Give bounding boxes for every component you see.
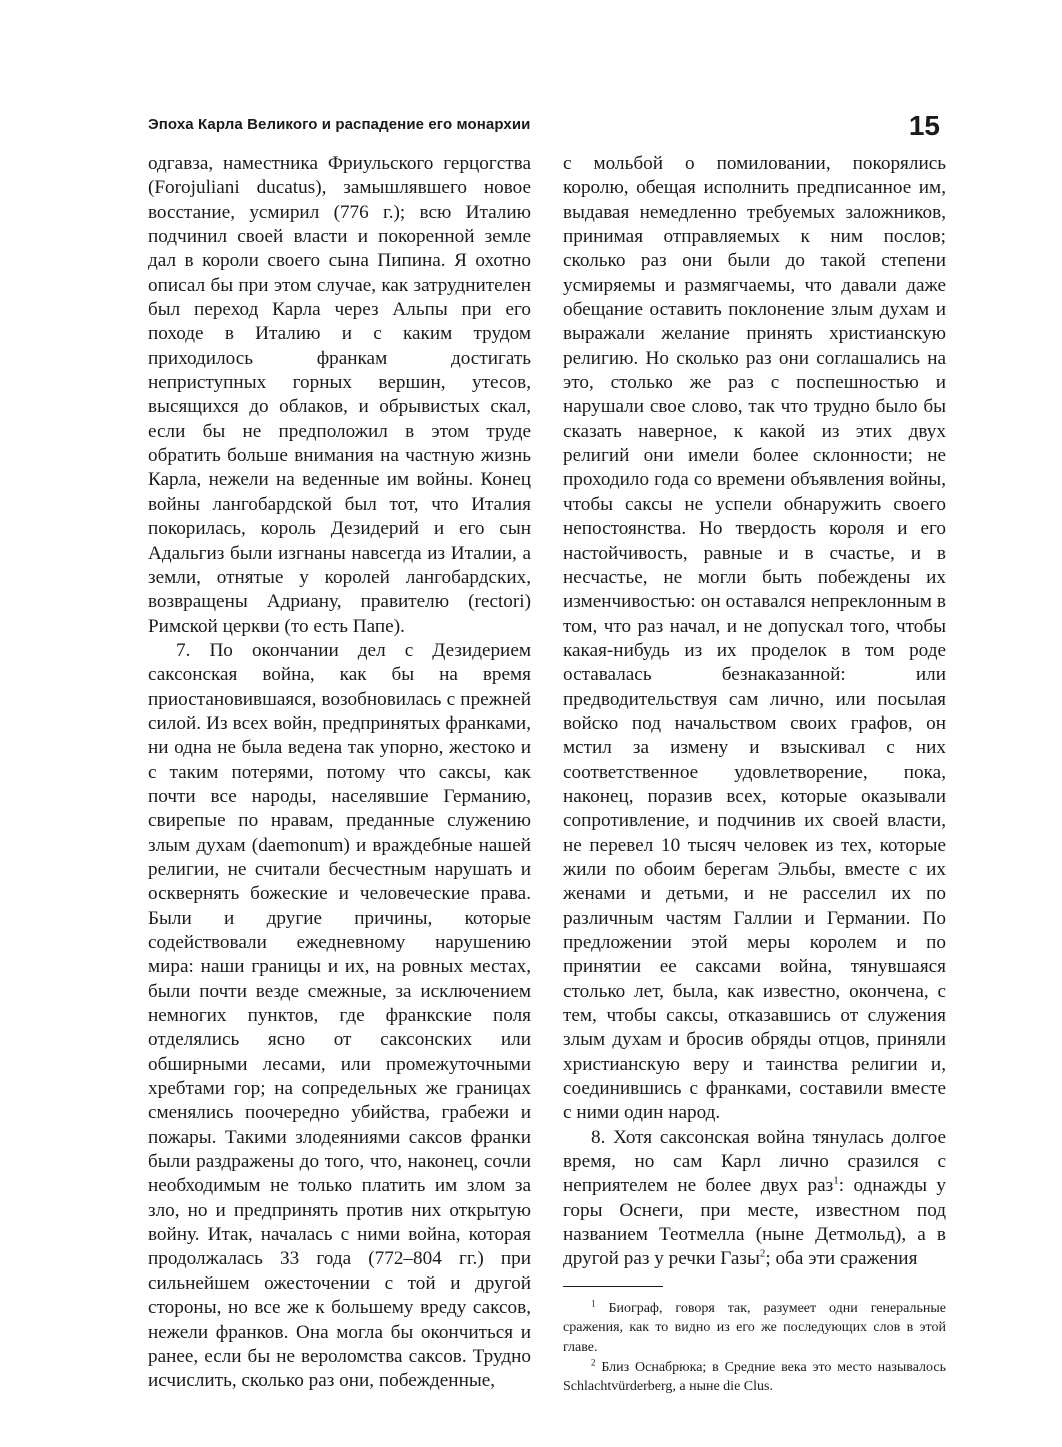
paragraph-section-8 — [563, 1126, 946, 1272]
paragraph-continued-right: с мольбой о помиловании, покорялись королю, обещая исполнить предписанное им, выдавая немедленно требуемых заложников, принимая отправляемых к ним послов; сколько раз они были до такой степени усмиряемы и размягчаемы, что давали даже обещание оставить поклонение злым духам и выражали желание принять христианскую религию. Но сколько раз они соглашались на это, столько же раз с поспешностью и нарушали свое слово, так что трудно было бы сказать наверное, к какой из этих двух религий они имели более склонности; не проходило года со времени объявления войны, чтобы саксы не успели обнаружить своего непостоянства. Но твердость короля и его настойчивость, равные и в счастье, и в несчастье, не могли быть побеждены их изменчивостью: он оставался непреклонным в том, что раз начал, и не допускал того, чтобы какая-нибудь из их проделок в том роде оставалась безнаказанной: или предводительствуя сам лично, или посылая войско под начальством своих графов, он мстил за измену и взыскивал с них соответственное удовлетворение, пока, наконец, поразив всех, которые оказывали сопротивление, и подчинив их своей власти, не перевел 10 тысяч человек из тех, которые жили по обоим берегам Эльбы, вместе с их женами и детьми, и не расселил их по различным частям Галлии и Германии. По предложении этой меры королем и по принятии ее саксами война, тянувшаяся столько лет, была, как известно, окончена, с тем, чтобы саксы, отказавшись от служения злым духам и бросив обряды отцов, приняли христианскую веру и таинства религии и, соединившись с франками, составили вместе с ними один народ. — [563, 153, 946, 1124]
footnote-ref-1: 1 — [833, 1175, 839, 1188]
footnote-1 — [563, 1299, 946, 1358]
section-8-text-c: ; оба эти сражения — [765, 1248, 918, 1270]
footnote-divider — [563, 1286, 663, 1287]
running-title: Эпоха Карла Великого и распадение его монархии — [148, 116, 531, 133]
footnote-2-number: 2 — [591, 1356, 596, 1367]
footnote-ref-2: 2 — [759, 1248, 766, 1261]
footnote-2 — [563, 1358, 946, 1397]
left-column — [148, 152, 531, 1394]
paragraph-continued: одгавза, наместника Фриульского герцогства (Forojuliani ducatus), замышлявшего новое восстание, усмирил (776 г.); всю Италию подчинил своей власти и покоренной земле дал в короли своего сына Пипина. Я охотно описал бы при этом случае, как затруднителен был переход Карла через Альпы при его походе в Италию и с каким трудом приходилось франкам достигать неприступных горных вершин, утесов, высящихся до облаков, и обрывистых скал, если бы не предположил в этом труде обратить больше внимания на частную жизнь Карла, нежели на веденные им войны. Конец войны лангобардской был тот, что Италия покорилась, король Дезидерий и его сын Адальгиз были изгнаны навсегда из Италии, а земли, отнятые у королей лангобардских, возвращены Адриану, правителю (rectori) Римской церкви (то есть Папе). — [148, 153, 531, 637]
section-8-text-b: : однажды у горы Оснеги, при месте, известном под названием Теотмелла (ныне Детмольд), а в другой раз у речки Газы — [563, 1175, 946, 1270]
paragraph-section-7: 7. По окончании дел с Дезидерием саксонская война, как бы на время приостановившаяся, возобновилась с прежней силой. Из всех войн, предпринятых франками, ни одна не была ведена так упорно, жестоко и с таким потерями, потому что саксы, как почти все народы, населявшие Германию, свирепые по нравам, преданные служению злым духам (daemonum) и враждебные нашей религии, не считали бесчестным нарушать и осквернять божеские и человеческие права. Были и другие причины, которые содействовали ежедневному нарушению мира: наши границы и их, на ровных местах, были почти везде смежные, за исключением немногих пунктов, где франкские поля отделялись ясно от саксонских или обширными лесами, или промежуточными хребтами гор; на сопредельных же границах сменялись поочередно убийства, грабежи и пожары. Такими злодеяниями саксов франки были раздражены до того, что, наконец, сочли необходимым не только платить им злом за зло, но и предпринять против них открытую войну. Итак, началась с ними война, которая продолжалась 33 года (772–804 гг.) при сильнейшем ожесточении с той и другой стороны, но все же к большему вреду саксов, нежели франков. Она могла бы окончиться и ранее, если бы не вероломства саксов. Трудно исчислить, сколько раз они, побежденные, — [148, 639, 531, 1392]
footnote-1-text: Биограф, говоря так, разумеет одни генеральные сражения, как то видно из его же последующих слов в этой главе. — [563, 1300, 946, 1355]
footnote-1-number: 1 — [591, 1298, 596, 1309]
right-column — [563, 152, 946, 1397]
section-8-text-a: 8. Хотя саксонская война тянулась долгое время, но сам Карл лично сразился с неприятелем не более двух раз — [563, 1126, 946, 1197]
page-number: 15 — [908, 110, 940, 141]
footnote-2-text: Близ Оснабрюка; в Средние века это место называлось Schlachtvürderberg, а ныне die Clus. — [563, 1359, 946, 1395]
